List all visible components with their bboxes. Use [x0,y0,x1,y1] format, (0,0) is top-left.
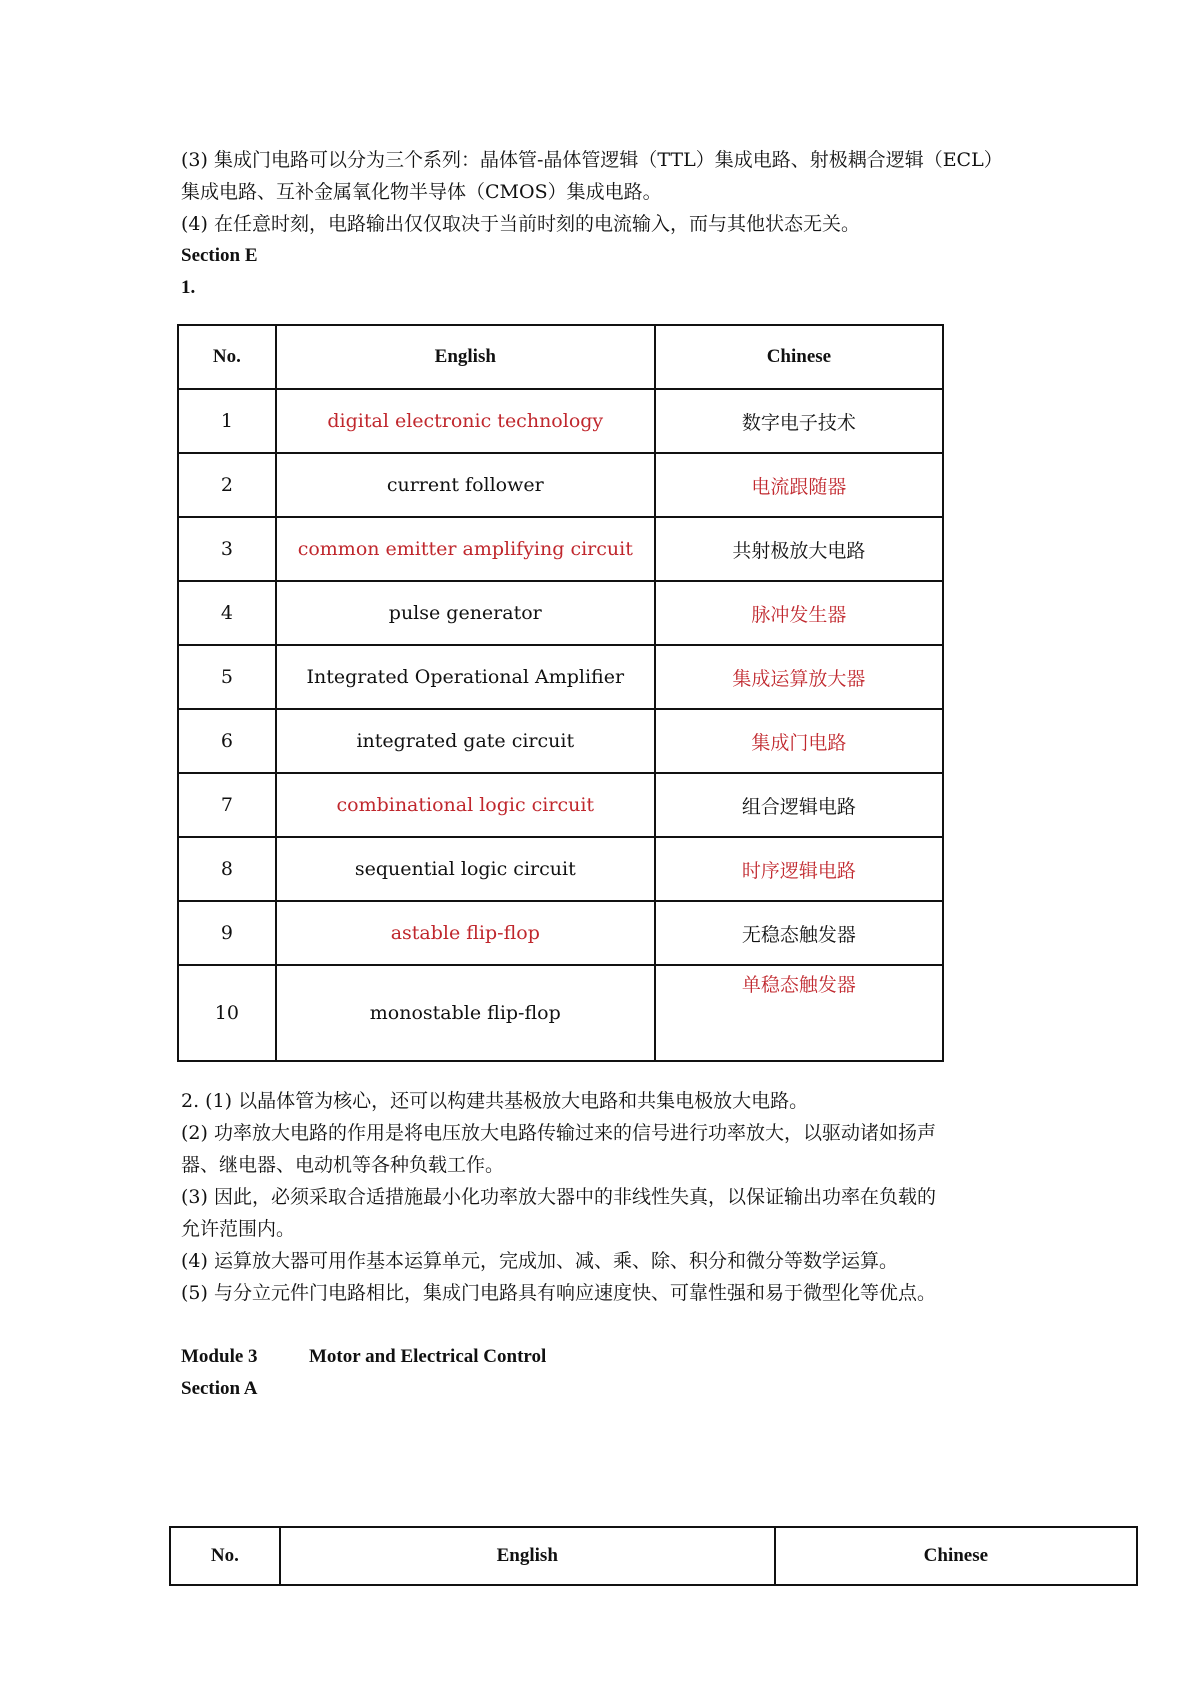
part2-line-1: 2. (1) 以晶体管为核心，还可以构建共基极放大电路和共集电极放大电路。 [181,1090,809,1112]
row-no: 6 [178,709,276,773]
row-english: digital electronic technology [276,389,655,453]
table-row [178,453,943,517]
row-no: 7 [178,773,276,837]
table-row [178,581,943,645]
row-chinese: 无稳态触发器 [655,901,943,965]
module-label: Module 3 [181,1346,258,1367]
row-no: 4 [178,581,276,645]
header-chinese: Chinese [655,325,943,389]
header-chinese: Chinese [775,1527,1137,1585]
row-no: 9 [178,901,276,965]
row-chinese: 组合逻辑电路 [655,773,943,837]
table-row [178,837,943,901]
row-english: combinational logic circuit [276,773,655,837]
row-chinese: 电流跟随器 [655,453,943,517]
row-english: astable flip-flop [276,901,655,965]
row-english: sequential logic circuit [276,837,655,901]
table-header-row [178,325,943,389]
row-no: 8 [178,837,276,901]
part2-line-3: 器、继电器、电动机等各种负载工作。 [181,1154,505,1176]
row-english: current follower [276,453,655,517]
row-english: integrated gate circuit [276,709,655,773]
part2-line-5: 允许范围内。 [181,1218,296,1240]
part2-line-6: (4) 运算放大器可用作基本运算单元，完成加、减、乘、除、积分和微分等数学运算。 [181,1250,898,1272]
intro-line-1: (3) 集成门电路可以分为三个系列：晶体管-晶体管逻辑（TTL）集成电路、射极耦合逻辑（ECL） [181,149,1003,171]
row-english: monostable flip-flop [276,965,655,1061]
intro-line-3: (4) 在任意时刻，电路输出仅仅取决于当前时刻的电流输入，而与其他状态无关。 [181,213,860,235]
row-english: Integrated Operational Amplifier [276,645,655,709]
row-chinese: 集成门电路 [655,709,943,773]
row-no: 5 [178,645,276,709]
vocabulary-table-e [177,324,944,1062]
table-row [178,517,943,581]
header-no: No. [170,1527,280,1585]
header-english: English [276,325,655,389]
row-chinese: 单稳态触发器 [655,965,943,1061]
table-row [178,901,943,965]
row-chinese: 共射极放大电路 [655,517,943,581]
table-header-row [170,1527,1137,1585]
row-no: 3 [178,517,276,581]
table-row [178,709,943,773]
table-row [178,645,943,709]
header-english: English [280,1527,775,1585]
header-no: No. [178,325,276,389]
module-title: Motor and Electrical Control [309,1346,547,1367]
vocabulary-table-module3 [169,1526,1138,1586]
row-english: pulse generator [276,581,655,645]
row-chinese: 时序逻辑电路 [655,837,943,901]
intro-line-2: 集成电路、互补金属氧化物半导体（CMOS）集成电路。 [181,181,662,203]
table-row [178,389,943,453]
section-a-heading: Section A [181,1378,258,1399]
row-chinese: 集成运算放大器 [655,645,943,709]
part2-line-4: (3) 因此，必须采取合适措施最小化功率放大器中的非线性失真，以保证输出功率在负载的 [181,1186,936,1208]
part2-line-7: (5) 与分立元件门电路相比，集成门电路具有响应速度快、可靠性强和易于微型化等优点。 [181,1282,936,1304]
row-no: 10 [178,965,276,1061]
row-chinese: 脉冲发生器 [655,581,943,645]
section-e-heading: Section E [181,245,258,266]
row-no: 2 [178,453,276,517]
table-row [178,965,943,1061]
row-english: common emitter amplifying circuit [276,517,655,581]
row-chinese: 数字电子技术 [655,389,943,453]
row-no: 1 [178,389,276,453]
section-e-item-number: 1. [181,277,196,298]
part2-line-2: (2) 功率放大电路的作用是将电压放大电路传输过来的信号进行功率放大，以驱动诸如扬声 [181,1122,936,1144]
table-row [178,773,943,837]
